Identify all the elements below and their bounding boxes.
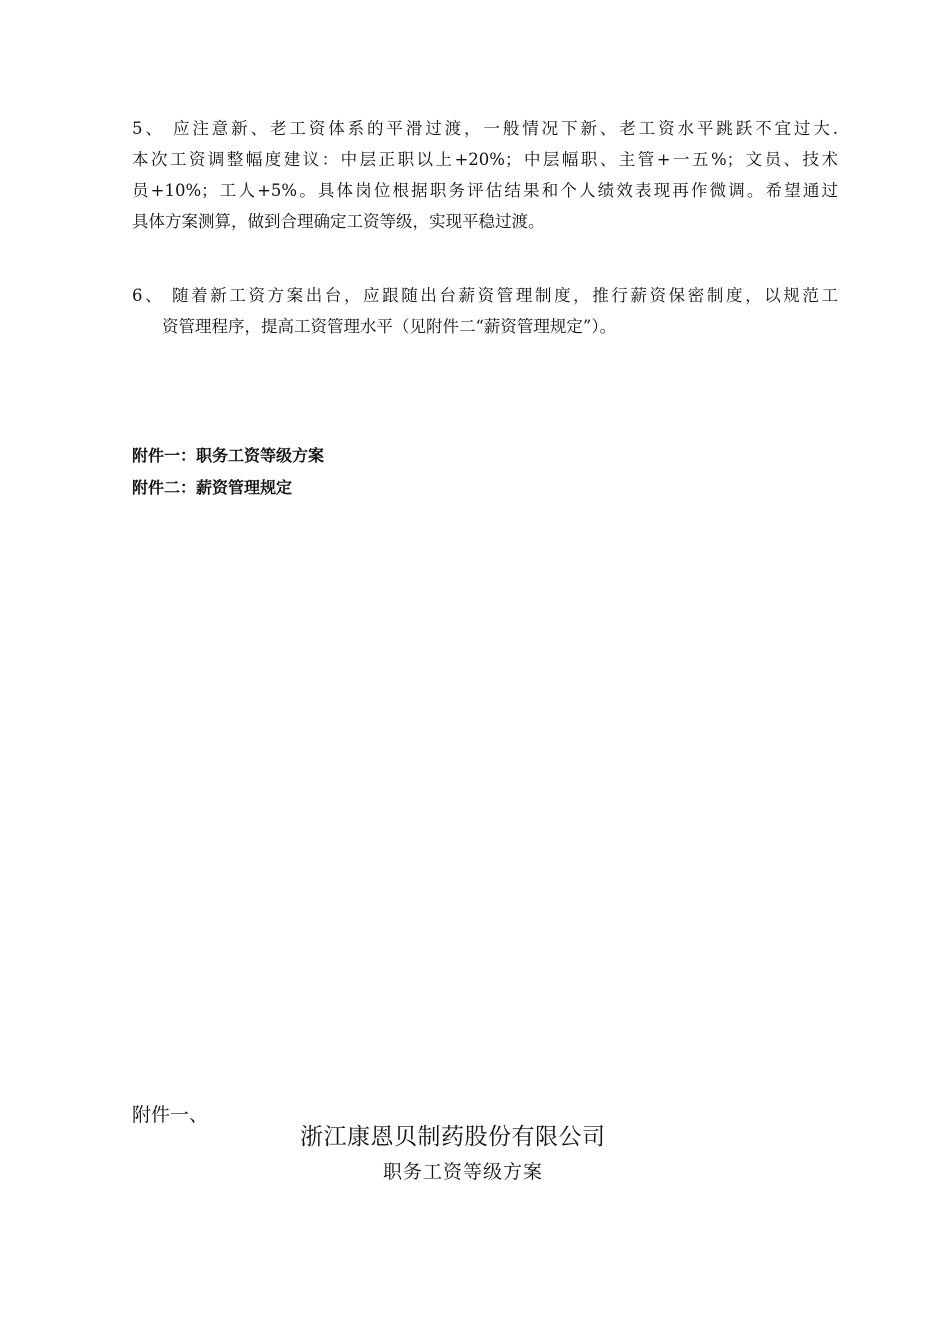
appendix-title: 职务工资等级方案 xyxy=(383,1161,544,1183)
attachment-item-1: 附件一：职务工资等级方案 xyxy=(132,446,325,465)
paragraph-item-5 xyxy=(132,113,838,237)
company-name-heading: 浙江康恩贝制药股份有限公司 xyxy=(300,1124,606,1150)
paragraph-line: 6、 随着新工资方案出台，应跟随出台薪资管理制度，推行薪资保密制度，以规范工 xyxy=(132,286,838,305)
paragraph-line: 员+10%；工人+5%。具体岗位根据职务评估结果和个人绩效表现再作微调。希望通过 xyxy=(132,181,838,200)
attachment-list xyxy=(132,440,324,504)
paragraph-line: 具体方案测算，做到合理确定工资等级，实现平稳过渡。 xyxy=(132,212,545,231)
appendix-label: 附件一、 xyxy=(132,1104,209,1126)
paragraph-line: 5、 应注意新、老工资体系的平滑过渡，一般情况下新、老工资水平跳跃不宜过大. xyxy=(132,119,838,138)
paragraph-line: 资管理程序，提高工资管理水平（见附件二“薪资管理规定”）。 xyxy=(162,317,617,336)
paragraph-item-6 xyxy=(132,280,838,342)
paragraph-line: 本次工资调整幅度建议：中层正职以上+20%；中层幅职、主管+一五%；文员、技术 xyxy=(132,150,838,169)
attachment-item-2: 附件二：薪资管理规定 xyxy=(132,478,293,497)
